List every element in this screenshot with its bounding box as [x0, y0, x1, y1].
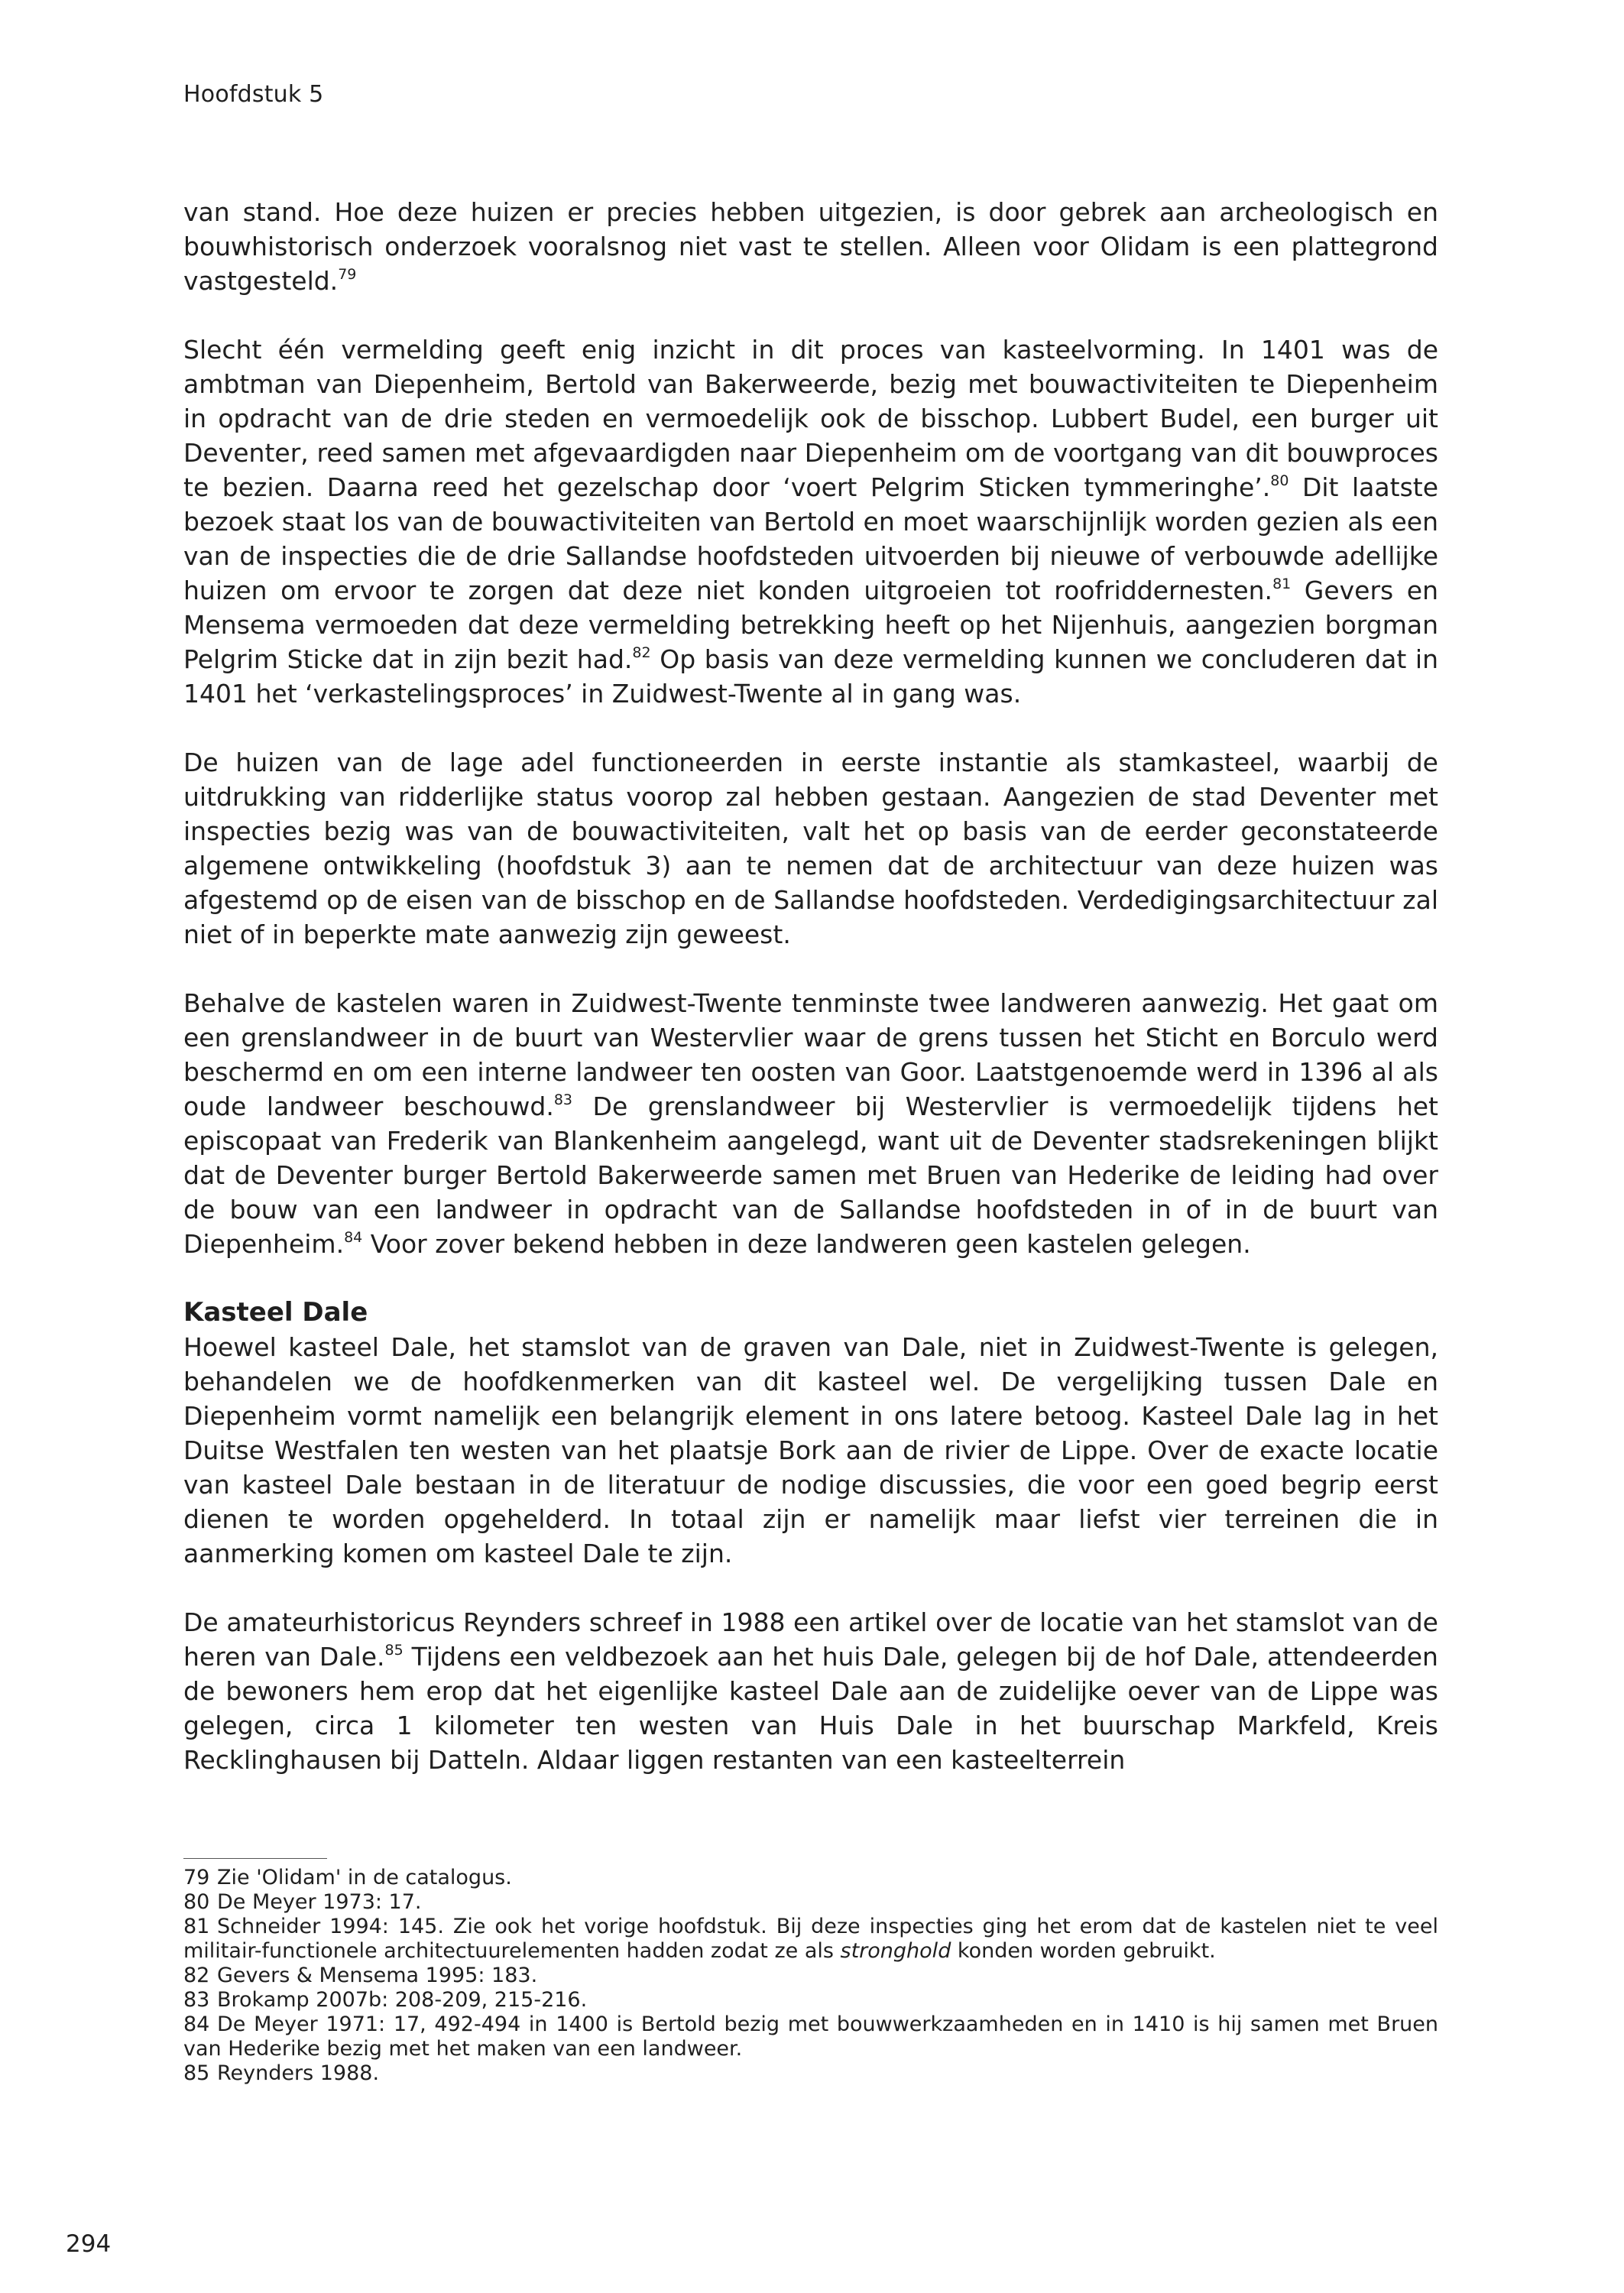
text-run: De grenslandweer bij Westervlier is vermoedelijk tijdens het episcopaat van Frederik van Blankenheim aangelegd, want uit de Deventer stadsrekeningen blijkt dat de Deventer burger Bertold Bakerweerde samen met Bruen van Hederike de leiding had over de bouw van een landweer in opdracht van de Sallandse hoofdsteden in of in de buurt van Diepenheim.	[183, 1091, 1438, 1259]
body-paragraph	[183, 195, 1438, 298]
footnote-number: 82	[183, 1964, 210, 1987]
page-number: 294	[66, 2230, 112, 2258]
text-run: van stand. Hoe deze huizen er precies hebben uitgezien, is door gebrek aan archeologisch en bouwhistorisch onderzoek vooralsnog niet vast te stellen. Alleen voor Olidam is een plattegrond vastgesteld.	[183, 197, 1438, 296]
text-run: Gevers & Mensema 1995: 183.	[217, 1964, 538, 1987]
footnote-number: 84	[183, 2012, 210, 2036]
text-run: Gevers en Mensema vermoeden dat deze vermelding betrekking heeft op het Nijenhuis, aangezien borgman Pelgrim Sticke dat in zijn bezit had.	[183, 576, 1438, 674]
footnote-reference: 81	[1272, 576, 1292, 592]
text-run: Tijdens een veldbezoek aan het huis Dale, gelegen bij de hof Dale, attendeerden de bewoners hem erop dat het eigenlijke kasteel Dale aan de zuidelijke oever van de Lippe was gelegen, circa 1 kilometer ten westen van Huis Dale in het buurschap Markfeld, Kreis Recklinghausen bij Datteln. Aldaar liggen restanten van een kasteelterrein	[183, 1642, 1438, 1775]
text-run: Slecht één vermelding geeft enig inzicht in dit proces van kasteelvorming. In 1401 was de ambtman van Diepenheim, Bertold van Bakerweerde, bezig met bouwactiviteiten te Diepenheim in opdracht van de drie steden en vermoedelijk ook de bisschop. Lubbert Budel, een burger uit Deventer, reed samen met afgevaardigden naar Diepenheim om de voortgang van dit bouwproces te bezien. Daarna reed het gezelschap door ‘voert Pelgrim Sticken tymmeringhe’.	[183, 335, 1438, 502]
body-paragraph	[183, 332, 1438, 711]
footnote	[183, 1915, 1438, 1964]
footnote-reference: 85	[384, 1642, 404, 1659]
text-run: Behalve de kastelen waren in Zuidwest-Twente tenminste twee landweren aanwezig. Het gaat om een grenslandweer in de buurt van Westervlier waar de grens tussen het Sticht en Borculo werd beschermd en om een interne landweer ten oosten van Goor. Laatstgenoemde werd in 1396 al als oude landweer beschouwd.	[183, 988, 1438, 1121]
footnote-reference: 82	[632, 644, 651, 661]
body-text	[183, 195, 1438, 1777]
text-run: Schneider 1994: 145. Zie ook het vorige hoofdstuk. Bij deze inspecties ging het erom dat de kastelen niet te veel militair-functionele architectuurelementen hadden zodat ze als	[183, 1915, 1438, 1963]
text-run: Op basis van deze vermelding kunnen we concluderen dat in 1401 het ‘verkastelingsproces’ in Zuidwest-Twente al in gang was.	[183, 644, 1439, 709]
text-run: De Meyer 1973: 17.	[217, 1890, 422, 1914]
text-run: De huizen van de lage adel functioneerden in eerste instantie als stamkasteel, waarbij de uitdrukking van ridderlijke status voorop zal hebben gestaan. Aangezien de stad Deventer met inspecties bezig was van de bouwactiviteiten, valt het op basis van de eerder geconstateerde algemene ontwikkeling (hoofdstuk 3) aan te nemen dat de architectuur van deze huizen was afgestemd op de eisen van de bisschop en de Sallandse hoofdsteden. Verdedigingsarchitectuur zal niet of in beperkte mate aanwezig zijn geweest.	[183, 748, 1438, 949]
footnote-reference: 79	[338, 266, 357, 283]
emphasis-text: stronghold	[840, 1939, 951, 1963]
footnote-number: 80	[183, 1890, 210, 1914]
footnote-number: 83	[183, 1988, 210, 2012]
footnote-reference: 80	[1270, 472, 1289, 489]
text-run: Voor zover bekend hebben in deze landweren geen kastelen gelegen.	[362, 1229, 1251, 1259]
footnotes	[183, 1866, 1438, 2086]
footnote	[183, 1964, 1438, 1988]
text-run: Dit laatste bezoek staat los van de bouwactiviteiten van Bertold en moet waarschijnlijk worden gezien als een van de inspecties die de drie Sallandse hoofdsteden uitvoerden bij nieuwe of verbouwde adellijke huizen om ervoor te zorgen dat deze niet konden uitgroeien tot roofriddernesten.	[183, 472, 1439, 605]
text-run: Zie 'Olidam' in de catalogus.	[217, 1866, 512, 1889]
body-paragraph	[183, 1330, 1438, 1571]
section-heading: Kasteel Dale	[183, 1297, 368, 1328]
body-paragraph	[183, 1605, 1438, 1777]
footnote-number: 79	[183, 1866, 210, 1889]
text-run: De Meyer 1971: 17, 492-494 in 1400 is Bertold bezig met bouwwerkzaamheden en in 1410 is hij samen met Bruen van Hederike bezig met het maken van een landweer.	[183, 2012, 1438, 2061]
text-run: Reynders 1988.	[217, 2061, 380, 2085]
footnote	[183, 1866, 1438, 1890]
text-run: Brokamp 2007b: 208-209, 215-216.	[217, 1988, 588, 2012]
footnote	[183, 2061, 1438, 2086]
text-run: konden worden gebruikt.	[951, 1939, 1216, 1963]
running-head: Hoofdstuk 5	[183, 81, 324, 108]
footnote-divider	[183, 1858, 327, 1859]
footnote-number: 85	[183, 2061, 210, 2085]
body-paragraph	[183, 745, 1438, 952]
footnote-number: 81	[183, 1915, 210, 1938]
footnote	[183, 1988, 1438, 2012]
footnote-reference: 83	[553, 1091, 573, 1108]
body-paragraph	[183, 986, 1438, 1261]
text-run: De amateurhistoricus Reynders schreef in 1988 een artikel over de locatie van het stamslot van de heren van Dale.	[183, 1607, 1438, 1672]
text-run: Hoewel kasteel Dale, het stamslot van de graven van Dale, niet in Zuidwest-Twente is gelegen, behandelen we de hoofdkenmerken van dit kasteel wel. De vergelijking tussen Dale en Diepenheim vormt namelijk een belangrijk element in ons latere betoog. Kasteel Dale lag in het Duitse Westfalen ten westen van het plaatsje Bork aan de rivier de Lippe. Over de exacte locatie van kasteel Dale bestaan in de literatuur de nodige discussies, die voor een goed begrip eerst dienen te worden opgehelderd. In totaal zijn er namelijk maar liefst vier terreinen die in aanmerking komen om kasteel Dale te zijn.	[183, 1332, 1438, 1568]
footnote	[183, 1890, 1438, 1915]
footnote-reference: 84	[344, 1229, 363, 1246]
footnote	[183, 2012, 1438, 2061]
